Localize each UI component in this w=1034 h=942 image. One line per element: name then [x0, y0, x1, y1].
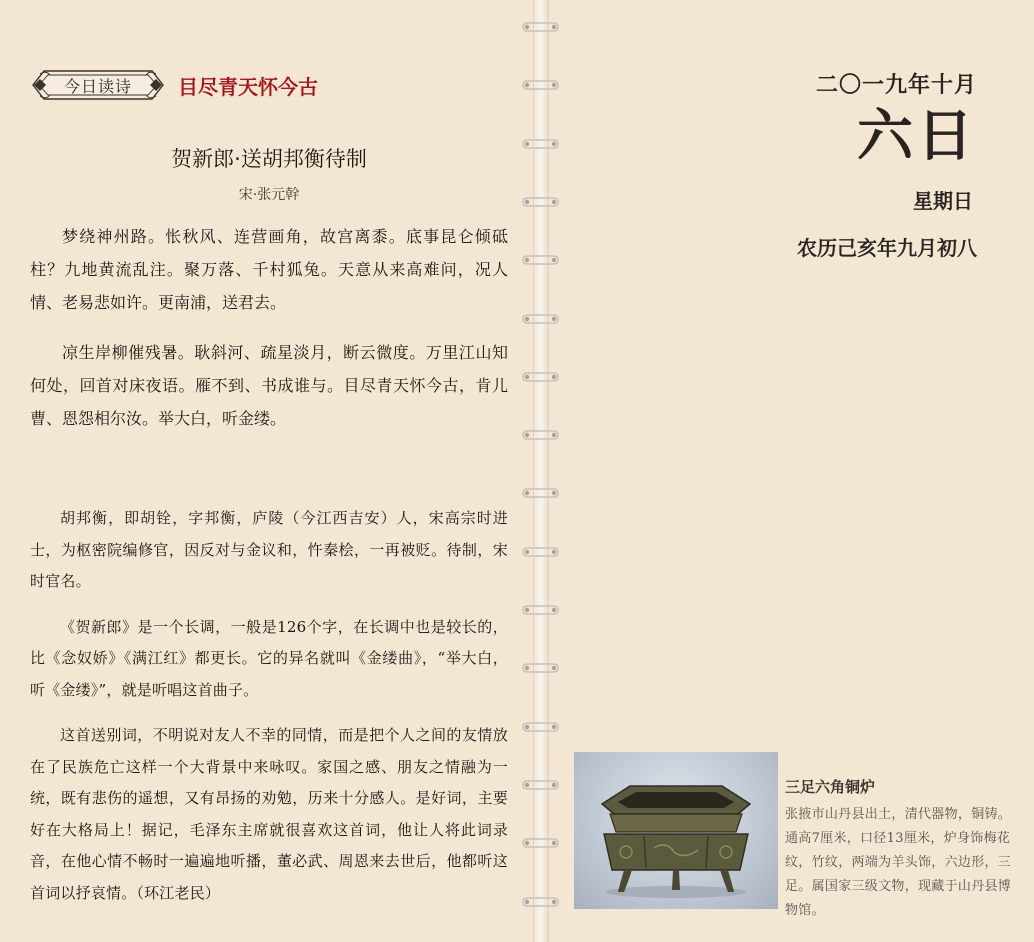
- poem-stanza: 凉生岸柳催残暑。耿斜河、疏星淡月，断云微度。万里江山知何处，回首对床夜语。雁不到、书成谁与。目尽青天怀今古，肯儿曹、恩怨相尔汝。举大白，听金缕。: [30, 343, 508, 428]
- binder-ring-icon: [519, 79, 561, 91]
- binder-ring-icon: [519, 21, 561, 33]
- commentary-paragraph: 胡邦衡，即胡铨，字邦衡，庐陵（今江西吉安）人，宋高宗时进士，为枢密院编修官，因反对与金议和，忤秦桧，一再被贬。待制，宋时官名。: [30, 509, 508, 590]
- commentary-paragraph: 《贺新郎》是一个长调，一般是126个字，在长调中也是较长的，比《念奴娇》《满江红》都更长。它的异名就叫《金缕曲》，“举大白，听《金缕》”，就是听唱这首曲子。: [30, 617, 508, 699]
- binder-ring-icon: [519, 662, 561, 674]
- artifact-description: 张掖市山丹县出土，清代器物，铜铸。通高7厘米，口径13厘米，炉身饰梅花纹，竹纹，两端为羊头饰，六边形，三足。属国家三级文物，现藏于山丹县博物馆。: [785, 807, 1012, 918]
- commentary: [30, 503, 508, 923]
- binder-ring-icon: [519, 254, 561, 266]
- poem-body: [30, 220, 508, 452]
- binder-ring-icon: [519, 779, 561, 791]
- year-month: 二〇一九年十月: [815, 72, 977, 98]
- binder-ring-icon: [519, 429, 561, 441]
- poem-stanza: 梦绕神州路。怅秋风、连营画角，故宫离黍。底事昆仑倾砥柱？九地黄流乱注。聚万落、千村狐兔。天意从来高难问，况人情、老易悲如许。更南浦，送君去。: [30, 227, 508, 312]
- lunar-date: 农历己亥年九月初八: [797, 236, 977, 260]
- binder-ring-icon: [519, 837, 561, 849]
- binder-ring-icon: [519, 604, 561, 616]
- bronze-censer-icon: [574, 752, 778, 909]
- binder-spine: [527, 0, 559, 942]
- binder-ring-icon: [519, 896, 561, 908]
- date-block: [797, 68, 977, 261]
- poem-title: 贺新郎·送胡邦衡待制: [171, 147, 367, 171]
- highlight-line: 目尽青天怀今古: [178, 74, 318, 99]
- binder-ring-icon: [519, 138, 561, 150]
- artifact-photo: [574, 752, 778, 909]
- binder-ring-icon: [519, 721, 561, 733]
- binder-ring-icon: [519, 371, 561, 383]
- weekday: 星期日: [913, 189, 973, 213]
- badge-label: 今日读诗: [63, 76, 132, 96]
- binder-ring-icon: [519, 196, 561, 208]
- day-of-month: 六日: [857, 103, 977, 169]
- commentary-paragraph: 这首送别词，不明说对友人不幸的同情，而是把个人之间的友情放在了民族危亡这样一个大背景中来咏叹。家国之感、朋友之情融为一统，既有悲伤的遥想，又有昂扬的劝勉，历来十分感人。是好词，主要好在大格局上！据记，毛泽东主席就很喜欢这首词，他让人将此词录音，在他心情不畅时一遍遍地听播，董必武、周恩来去世后，他都听这首词以抒哀情。（环江老民）: [30, 726, 508, 902]
- artifact-title: 三足六角铜炉: [785, 778, 876, 796]
- poem-author: 宋·张元幹: [238, 187, 300, 203]
- binder-ring-icon: [519, 313, 561, 325]
- binder-ring-icon: [519, 487, 561, 499]
- daily-poem-badge: [30, 68, 166, 102]
- binder-ring-icon: [519, 546, 561, 558]
- badge-row: [30, 68, 318, 102]
